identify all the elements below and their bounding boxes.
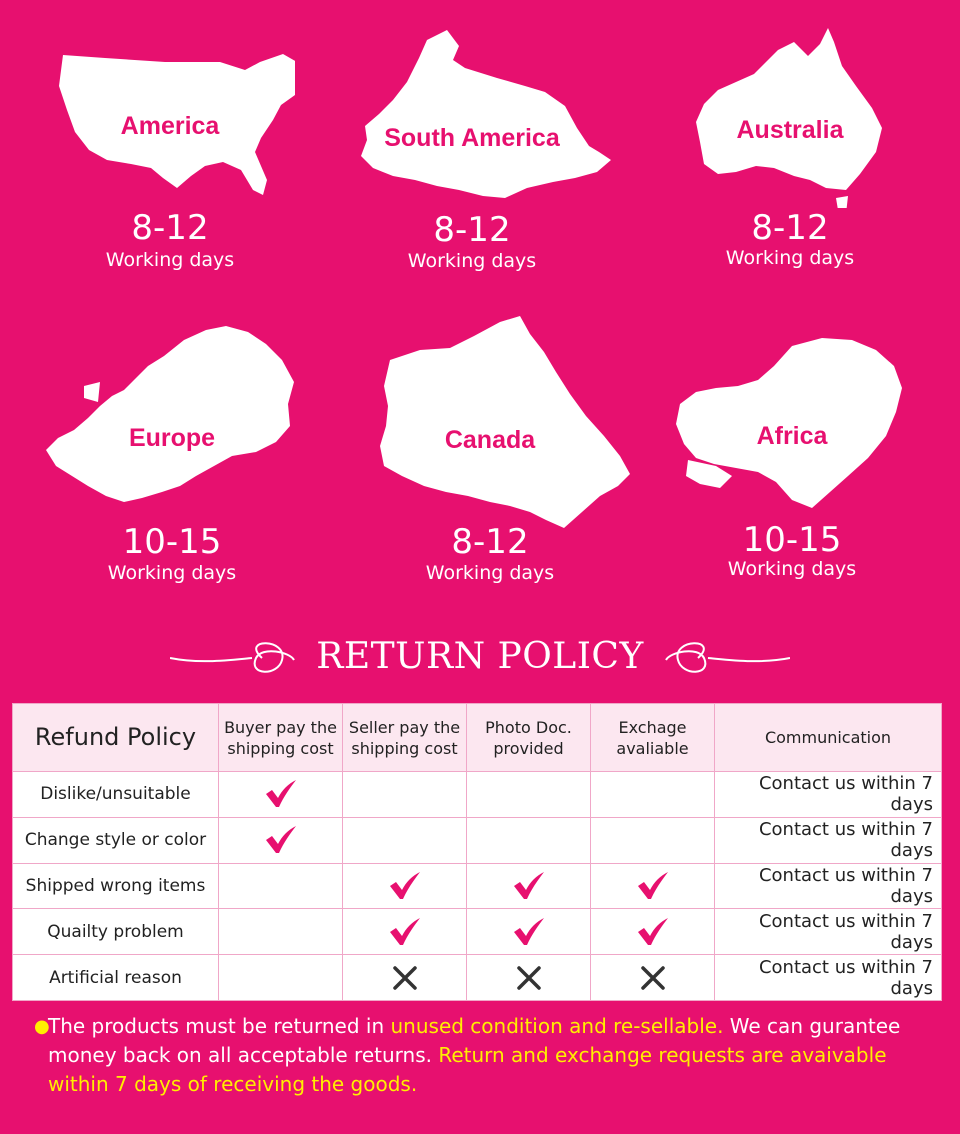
region-name: Europe bbox=[128, 424, 216, 452]
exchange-cell bbox=[591, 955, 715, 1001]
seller-pay-cell bbox=[343, 909, 467, 955]
seller-pay-cell bbox=[343, 955, 467, 1001]
note-text: We can gurantee money back on all acceptable returns. bbox=[48, 1014, 901, 1067]
photo-doc-cell bbox=[467, 955, 591, 1001]
photo-doc-cell bbox=[467, 863, 591, 909]
buyer-pay-cell bbox=[219, 772, 343, 818]
delivery-days: 8-12 bbox=[433, 210, 511, 250]
col-photo-doc: Photo Doc. provided bbox=[467, 704, 591, 772]
delivery-days: 8-12 bbox=[751, 208, 829, 248]
delivery-unit: Working days bbox=[107, 562, 237, 584]
buyer-pay-cell bbox=[219, 863, 343, 909]
communication-cell: Contact us within 7 days bbox=[715, 955, 942, 1001]
communication-cell: Contact us within 7 days bbox=[715, 909, 942, 955]
table-row bbox=[13, 817, 942, 863]
exchange-cell bbox=[591, 772, 715, 818]
col-seller-pay: Seller pay the shipping cost bbox=[343, 704, 467, 772]
col-buyer-pay: Buyer pay the shipping cost bbox=[219, 704, 343, 772]
south-america-map-icon bbox=[327, 28, 617, 203]
bullet-icon: ● bbox=[34, 1016, 50, 1037]
check-icon bbox=[636, 872, 670, 900]
return-policy-header bbox=[0, 630, 960, 684]
delivery-unit: Working days bbox=[105, 249, 235, 271]
communication-cell: Contact us within 7 days bbox=[715, 817, 942, 863]
col-refund-policy: Refund Policy bbox=[13, 704, 219, 772]
region-name: Africa bbox=[756, 422, 828, 450]
delivery-unit: Working days bbox=[425, 562, 555, 584]
region-name: South America bbox=[384, 124, 560, 152]
region-america bbox=[20, 40, 320, 280]
table-row bbox=[13, 955, 942, 1001]
table-header-row bbox=[13, 704, 942, 772]
region-name: Australia bbox=[736, 116, 844, 144]
delivery-days: 8-12 bbox=[131, 208, 209, 248]
return-policy-title: RETURN POLICY bbox=[316, 636, 644, 677]
delivery-unit: Working days bbox=[727, 558, 857, 580]
photo-doc-cell bbox=[467, 817, 591, 863]
check-icon bbox=[388, 918, 422, 946]
check-icon bbox=[388, 872, 422, 900]
check-icon bbox=[512, 872, 546, 900]
row-reason: Dislike/unsuitable bbox=[13, 772, 219, 818]
right-flourish-icon bbox=[660, 634, 790, 684]
delivery-unit: Working days bbox=[407, 250, 537, 272]
seller-pay-cell bbox=[343, 817, 467, 863]
communication-cell: Contact us within 7 days bbox=[715, 863, 942, 909]
note-highlight: unused condition and re-sellable. bbox=[390, 1014, 724, 1038]
col-communication: Communication bbox=[715, 704, 942, 772]
seller-pay-cell bbox=[343, 863, 467, 909]
region-south-america bbox=[322, 28, 622, 278]
region-australia bbox=[640, 28, 940, 278]
region-canada bbox=[340, 316, 640, 586]
exchange-cell bbox=[591, 817, 715, 863]
region-name: America bbox=[120, 112, 220, 140]
note-text: The products must be returned in bbox=[48, 1014, 391, 1038]
europe-map-icon bbox=[44, 326, 300, 506]
note-highlight: Return and exchange requests are avaivable within 7 days of receiving the goods. bbox=[48, 1043, 887, 1096]
exchange-cell bbox=[591, 909, 715, 955]
cross-icon bbox=[516, 965, 542, 991]
cross-icon bbox=[640, 965, 666, 991]
check-icon bbox=[264, 826, 298, 854]
communication-cell: Contact us within 7 days bbox=[715, 772, 942, 818]
check-icon bbox=[512, 918, 546, 946]
return-note bbox=[36, 1012, 946, 1099]
table-row bbox=[13, 772, 942, 818]
photo-doc-cell bbox=[467, 772, 591, 818]
seller-pay-cell bbox=[343, 772, 467, 818]
table-row bbox=[13, 909, 942, 955]
row-reason: Shipped wrong items bbox=[13, 863, 219, 909]
check-icon bbox=[636, 918, 670, 946]
col-exchange: Exchage avaliable bbox=[591, 704, 715, 772]
buyer-pay-cell bbox=[219, 955, 343, 1001]
delivery-days: 8-12 bbox=[451, 522, 529, 562]
table-row bbox=[13, 863, 942, 909]
check-icon bbox=[264, 780, 298, 808]
row-reason: Change style or color bbox=[13, 817, 219, 863]
exchange-cell bbox=[591, 863, 715, 909]
buyer-pay-cell bbox=[219, 909, 343, 955]
region-africa bbox=[642, 336, 942, 586]
region-europe bbox=[22, 326, 322, 586]
photo-doc-cell bbox=[467, 909, 591, 955]
buyer-pay-cell bbox=[219, 817, 343, 863]
delivery-unit: Working days bbox=[725, 247, 855, 269]
return-policy-table bbox=[12, 703, 942, 1001]
cross-icon bbox=[392, 965, 418, 991]
row-reason: Quailty problem bbox=[13, 909, 219, 955]
delivery-days: 10-15 bbox=[122, 522, 222, 562]
region-name: Canada bbox=[444, 426, 536, 454]
row-reason: Artificial reason bbox=[13, 955, 219, 1001]
delivery-days: 10-15 bbox=[742, 520, 842, 560]
